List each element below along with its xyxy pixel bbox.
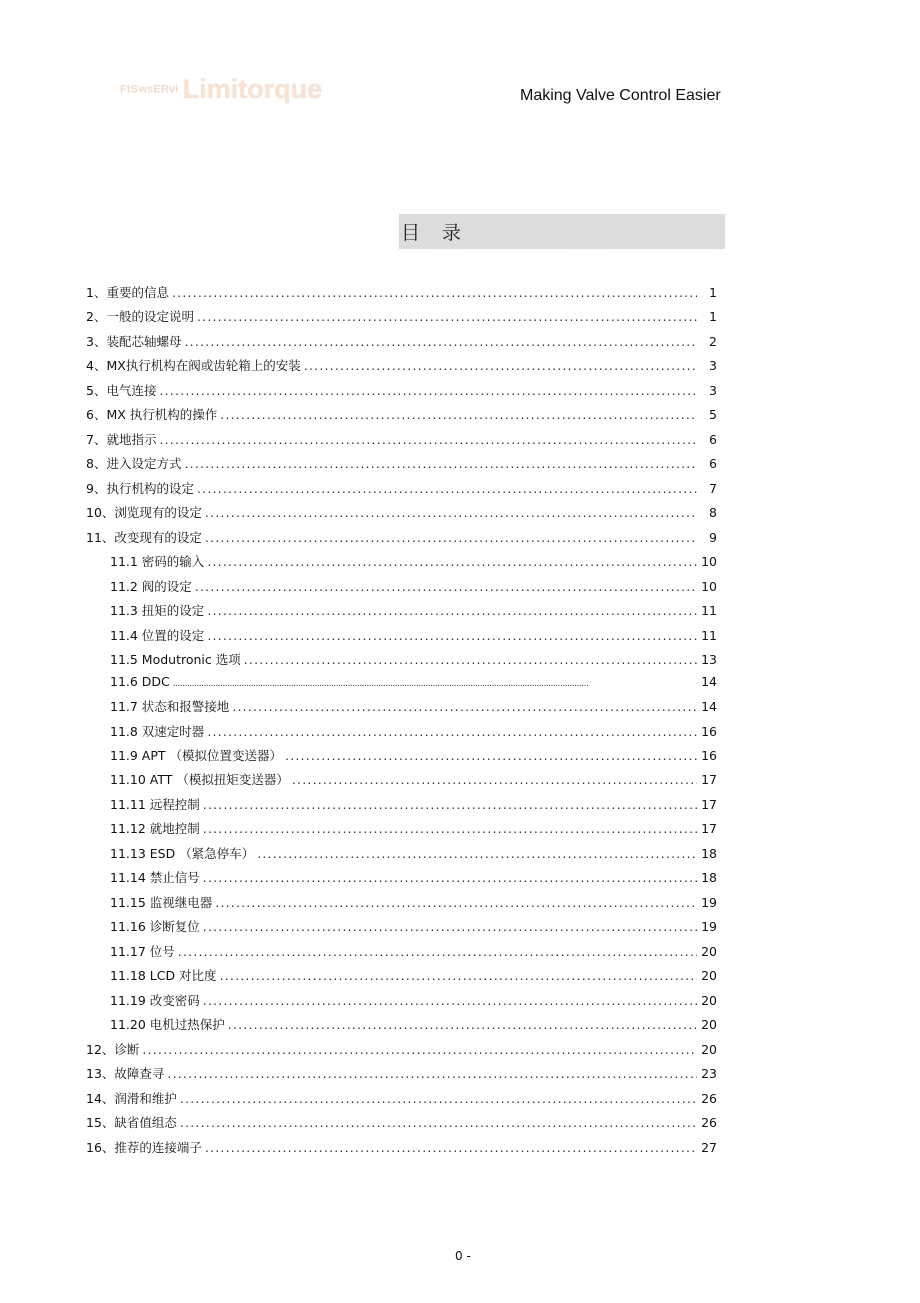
toc-entry-label: 11.12 就地控制 (110, 821, 200, 836)
toc-entry-page: 17 (701, 797, 717, 812)
toc-entry-label: 11.14 禁止信号 (110, 870, 200, 885)
toc-subentry[interactable] (110, 942, 717, 962)
toc-subentry[interactable] (110, 746, 717, 766)
toc-subentry[interactable] (110, 819, 717, 839)
toc-entry-page: 11 (701, 603, 717, 618)
toc-entry-page: 2 (709, 334, 717, 349)
toc-entry-page: 13 (701, 652, 717, 667)
toc-entry-page: 8 (709, 505, 717, 520)
toc-entry[interactable] (86, 430, 717, 450)
toc-entry[interactable] (86, 307, 717, 327)
toc-entry-label: 1、重要的信息 (86, 285, 169, 300)
toc-entry-page: 17 (701, 821, 717, 836)
page-number: 0 - (455, 1249, 471, 1263)
toc-entry-label: 11.2 阀的设定 (110, 579, 192, 594)
toc-entry[interactable] (86, 503, 717, 523)
toc-entry-label: 11.6 DDC (110, 674, 170, 689)
toc-subentry[interactable] (110, 966, 717, 986)
toc-entry-page: 3 (709, 383, 717, 398)
toc-leader-dots (220, 968, 697, 983)
toc-entry-page: 19 (701, 919, 717, 934)
toc-entry-label: 7、就地指示 (86, 432, 157, 447)
toc-entry[interactable] (86, 528, 717, 548)
toc-entry-label: 16、推荐的连接端子 (86, 1140, 202, 1155)
toc-leader-dots (220, 407, 697, 422)
toc-subentry[interactable] (110, 868, 717, 888)
toc-entry[interactable] (86, 1113, 717, 1133)
toc-leader-dots (228, 1017, 697, 1032)
toc-entry-label: 8、进入设定方式 (86, 456, 182, 471)
toc-entry-label: 11、改变现有的设定 (86, 530, 202, 545)
toc-entry-page: 26 (701, 1115, 717, 1130)
toc-entry-page: 10 (701, 579, 717, 594)
toc-entry-page: 18 (701, 870, 717, 885)
toc-entry-page: 6 (709, 432, 717, 447)
toc-subentry[interactable] (110, 626, 717, 646)
toc-entry-label: 11.11 远程控制 (110, 797, 200, 812)
toc-entry-page: 27 (701, 1140, 717, 1155)
toc-subentry[interactable] (110, 674, 717, 694)
toc-leader-dots (159, 432, 697, 447)
toc-entry-page: 14 (701, 674, 717, 689)
toc-entry-page: 3 (709, 358, 717, 373)
toc-entry-label: 11.4 位置的设定 (110, 628, 205, 643)
toc-entry-label: 11.10 ATT （模拟扭矩变送器） (110, 772, 289, 787)
toc-subentry[interactable] (110, 552, 717, 572)
toc-entry-page: 19 (701, 895, 717, 910)
toc-entry-label: 11.3 扭矩的设定 (110, 603, 205, 618)
toc-entry-label: 2、一般的设定说明 (86, 309, 194, 324)
toc-entry-label: 3、装配芯轴螺母 (86, 334, 182, 349)
toc-entry-label: 11.13 ESD （紧急停车） (110, 846, 255, 861)
toc-subentry[interactable] (110, 770, 717, 790)
toc-leader-dots (197, 481, 697, 496)
toc-title: 目 录 (401, 222, 470, 244)
toc-leader-dots (285, 748, 697, 763)
logo-brand-text: Limitorque (182, 74, 323, 104)
toc-leader-dots (195, 579, 697, 594)
toc-leader-dots (244, 652, 697, 667)
toc-entry[interactable] (86, 1089, 717, 1109)
toc-entry[interactable] (86, 405, 717, 425)
toc-entry-label: 11.18 LCD 对比度 (110, 968, 217, 983)
toc-leader-dots (205, 505, 697, 520)
toc-entry[interactable] (86, 356, 717, 376)
toc-leader-dots (184, 456, 697, 471)
header-tagline: Making Valve Control Easier (520, 87, 721, 104)
toc-leader-dots (159, 383, 697, 398)
toc-leader-dots (203, 797, 697, 812)
toc-entry[interactable] (86, 1138, 717, 1158)
toc-leader-dots (142, 1042, 697, 1057)
toc-entry[interactable] (86, 381, 717, 401)
toc-subentry[interactable] (110, 601, 717, 621)
toc-title-box (399, 214, 725, 249)
toc-leader-dots (178, 944, 697, 959)
toc-entry-label: 11.15 监视继电器 (110, 895, 213, 910)
toc-entry-label: 15、缺省值组态 (86, 1115, 177, 1130)
toc-entry-label: 5、电气连接 (86, 383, 157, 398)
toc-entry-page: 11 (701, 628, 717, 643)
toc-leader-dots (180, 1091, 697, 1106)
toc-subentry[interactable] (110, 795, 717, 815)
toc-entry-label: 12、诊断 (86, 1042, 140, 1057)
toc-leader-dots (197, 309, 697, 324)
toc-subentry[interactable] (110, 1015, 717, 1035)
toc-entry-label: 11.20 电机过热保护 (110, 1017, 225, 1032)
toc-entry[interactable] (86, 1040, 717, 1060)
toc-entry-page: 17 (701, 772, 717, 787)
toc-entry-label: 11.17 位号 (110, 944, 175, 959)
toc-leader-dots (203, 870, 697, 885)
toc-leader-dots (207, 603, 697, 618)
toc-entry-page: 20 (701, 944, 717, 959)
toc-leader-dots (207, 554, 697, 569)
toc-entry-label: 6、MX 执行机构的操作 (86, 407, 218, 422)
toc-entry-label: 11.1 密码的输入 (110, 554, 205, 569)
toc-entry-page: 10 (701, 554, 717, 569)
toc-entry-page: 16 (701, 748, 717, 763)
toc-leader-dots (180, 1115, 697, 1130)
toc-entry-page: 7 (709, 481, 717, 496)
toc-leader-dots (203, 919, 697, 934)
toc-entry-page: 20 (701, 993, 717, 1008)
toc-entry-label: 11.7 状态和报警接地 (110, 699, 230, 714)
toc-leader-dots (172, 285, 697, 300)
toc-entry-page: 26 (701, 1091, 717, 1106)
toc-leader-dots (232, 699, 697, 714)
toc-entry-label: 10、浏览现有的设定 (86, 505, 202, 520)
toc-leader-dots (292, 772, 697, 787)
toc-entry-label: 11.16 诊断复位 (110, 919, 200, 934)
toc-entry-page: 20 (701, 968, 717, 983)
toc-entry-label: 11.19 改变密码 (110, 993, 200, 1008)
toc-entry-page: 1 (709, 285, 717, 300)
toc-entry-page: 20 (701, 1042, 717, 1057)
toc-subentry[interactable] (110, 650, 717, 670)
toc-subentry[interactable] (110, 722, 717, 742)
toc-entry-label: 4、MX执行机构在阀或齿轮箱上的安装 (86, 358, 301, 373)
toc-subentry[interactable] (110, 893, 717, 913)
toc-leader-dots (207, 724, 697, 739)
toc-entry-label: 11.9 APT （模拟位置变送器） (110, 748, 283, 763)
toc-entry-label: 13、故障查寻 (86, 1066, 165, 1081)
toc-entry[interactable] (86, 332, 717, 352)
toc-entry-page: 6 (709, 456, 717, 471)
toc-leader-dots (205, 530, 697, 545)
toc-subentry[interactable] (110, 917, 717, 937)
logo-small-text: FtSwsERvi (120, 83, 179, 96)
company-logo (120, 74, 322, 105)
toc-leader-dots (257, 846, 697, 861)
toc-leader-dots (184, 334, 697, 349)
toc-entry-label: 11.8 双速定时器 (110, 724, 205, 739)
toc-subentry[interactable] (110, 991, 717, 1011)
toc-leader-dots (215, 895, 697, 910)
toc-entry[interactable] (86, 454, 717, 474)
toc-leader-dots (207, 628, 697, 643)
toc-entry[interactable] (86, 479, 717, 499)
toc-entry-page: 23 (701, 1066, 717, 1081)
toc-leader-dots (173, 679, 697, 689)
toc-leader-dots (203, 993, 697, 1008)
toc-entry-page: 1 (709, 309, 717, 324)
toc-leader-dots (304, 358, 697, 373)
toc-entry-label: 9、执行机构的设定 (86, 481, 194, 496)
toc-entry-page: 20 (701, 1017, 717, 1032)
toc-subentry[interactable] (110, 844, 717, 864)
toc-entry-label: 11.5 Modutronic 选项 (110, 652, 241, 667)
toc-entry-page: 14 (701, 699, 717, 714)
toc-leader-dots (205, 1140, 697, 1155)
toc-entry-page: 5 (709, 407, 717, 422)
toc-entry-page: 9 (709, 530, 717, 545)
toc-leader-dots (167, 1066, 697, 1081)
toc-entry[interactable] (86, 1064, 717, 1084)
toc-entry-label: 14、润滑和维护 (86, 1091, 177, 1106)
toc-entry-page: 18 (701, 846, 717, 861)
toc-entry[interactable] (86, 283, 717, 303)
toc-subentry[interactable] (110, 577, 717, 597)
toc-entry-page: 16 (701, 724, 717, 739)
toc-leader-dots (203, 821, 697, 836)
toc-subentry[interactable] (110, 697, 717, 717)
